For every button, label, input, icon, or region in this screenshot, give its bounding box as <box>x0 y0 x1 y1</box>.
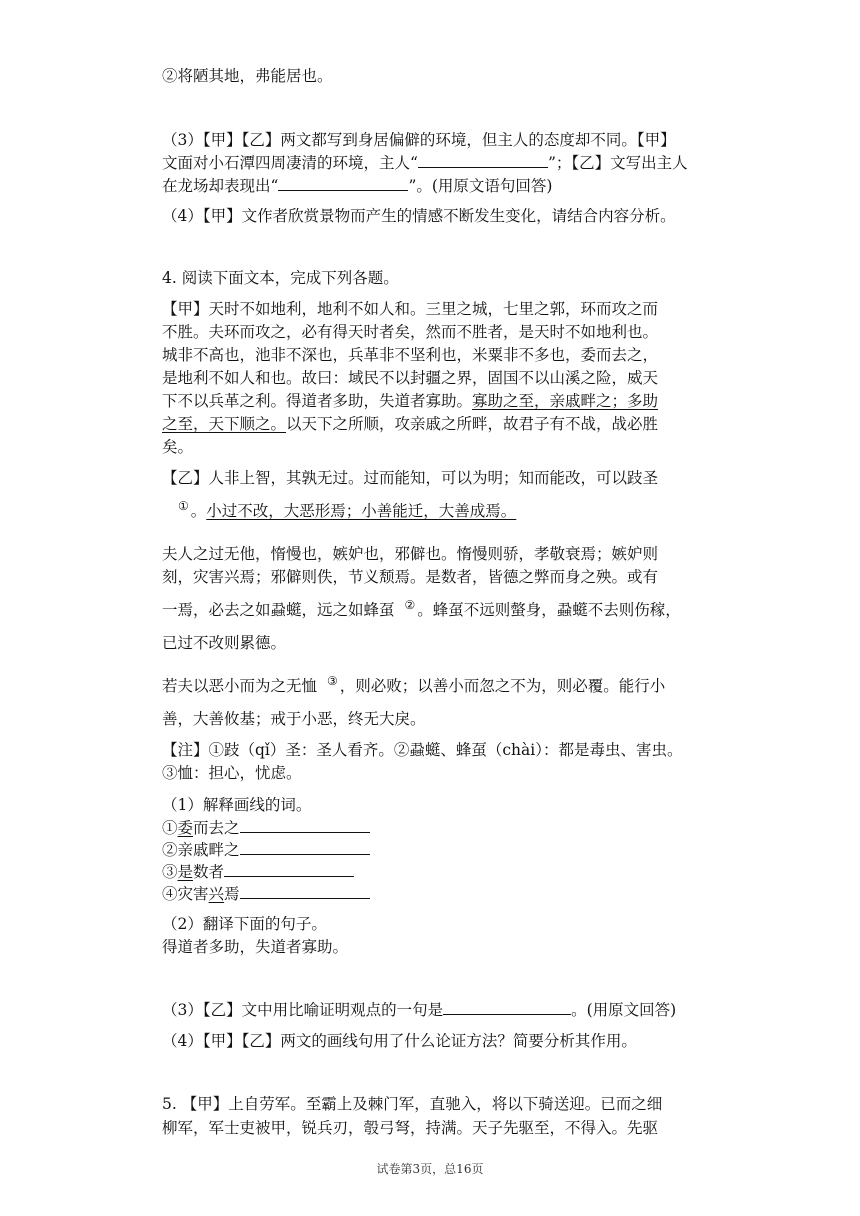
sub2-title: （2）翻译下面的句子。 <box>162 915 327 933</box>
yi-line-8: 善，大善攸基；戒于小恶，终无大戾。 <box>162 710 426 728</box>
item-text-2: 焉 <box>224 885 240 903</box>
yi-line-7 <box>162 676 665 697</box>
yi-line-4: 刻，灾害兴焉；邪僻则佚，节义颓焉。是数者，皆德之弊而身之殃。或有 <box>162 568 659 586</box>
item-text: 而去之 <box>193 819 240 837</box>
jia-line-3: 城非不高也，池非不深也，兵革非不坚利也，米粟非不多也，委而去之， <box>162 346 659 364</box>
item-underlined-word: 是 <box>177 863 194 881</box>
sub1-item-1 <box>162 818 370 838</box>
yi-line-5 <box>162 600 681 621</box>
q5-line-2: 柳军，军士吏被甲，锐兵刃，彀弓弩，持满。天子先驱至，不得入。先驱 <box>162 1119 659 1137</box>
jia-underlined-1: 寡助之至，亲戚畔之；多助 <box>472 392 659 410</box>
answer-blank[interactable] <box>240 818 370 833</box>
sub3-text-a: （3）【乙】文中用比喻证明观点的一句是 <box>162 1001 444 1019</box>
q3-text-b: ”；【乙】文写出主人 <box>547 154 688 172</box>
item-text: 数者 <box>193 863 225 881</box>
part1-q3-line3 <box>162 176 552 196</box>
yi-underlined: 小过不改，大恶形焉；小善能迁，大善成焉。 <box>206 502 517 520</box>
yi-line-5a: 一焉，必去之如蝨䗴，远之如蜂虿 <box>162 601 395 619</box>
sub3 <box>162 1000 676 1020</box>
part1-q3-line2 <box>162 153 688 173</box>
answer-blank-sub3[interactable] <box>443 1000 571 1015</box>
jia-line-5-text: 下不以兵革之利。得道者多助，失道者寡助。 <box>162 392 473 410</box>
yi-line-7b: ，则必败；以善小而忽之不为，则必覆。能行小 <box>339 677 666 695</box>
item-text: 亲戚畔之 <box>177 841 240 859</box>
yi-line-2-pre: 。 <box>190 502 207 520</box>
note-line-1: 【注】①跂（qǐ）圣：圣人看齐。②蝨䗴、蜂虿（chài）：都是毒虫、害虫。 <box>162 741 683 759</box>
jia-line-1: 【甲】天时不如地利，地利不如人和。三里之城，七里之郭，环而攻之而 <box>162 300 659 318</box>
jia-line-6 <box>162 414 658 434</box>
yi-line-1: 【乙】人非上智，其孰无过。过而能知，可以为明；知而能改，可以跂圣 <box>162 469 659 487</box>
q3-text-c: 在龙场却表现出“ <box>162 177 279 195</box>
answer-blank-1[interactable] <box>418 153 548 168</box>
sub1-item-3 <box>162 862 354 882</box>
sub1-title: （1）解释画线的词。 <box>162 796 312 814</box>
yi-line-7a: 若夫以恶小而为之无恤 <box>162 677 318 695</box>
item-num: ① <box>162 819 178 837</box>
footnote-marker-1: ① <box>178 499 189 513</box>
answer-blank[interactable] <box>240 840 370 855</box>
page-footer: 试卷第3页，总16页 <box>376 1162 484 1176</box>
yi-line-2 <box>176 501 516 522</box>
yi-line-5b: 。蜂虿不远则螫身，蝨䗴不去则伤稼， <box>417 601 681 619</box>
q4-intro: 4. 阅读下面文本，完成下列各题。 <box>162 269 399 287</box>
sub1-item-2 <box>162 840 370 860</box>
jia-line-4: 是地利不如人和也。故曰：域民不以封疆之界，固国不以山溪之险，威天 <box>162 369 659 387</box>
note-line-2: ③恤：担心，忧虑。 <box>162 764 302 782</box>
footnote-marker-2: ② <box>404 598 416 612</box>
item-num: ② <box>162 841 178 859</box>
item-text: 灾害 <box>177 885 209 903</box>
q3-text-a: 文面对小石潭四周凄清的环境，主人“ <box>162 154 418 172</box>
jia-line-5 <box>162 391 658 411</box>
jia-line-6-text: 以天下之所顺，攻亲戚之所畔，故君子有不战，战必胜 <box>286 415 659 433</box>
q3-text-d: ”。(用原文语句回答) <box>408 177 553 195</box>
jia-underlined-2: 之至，天下顺之。 <box>162 415 287 433</box>
yi-line-6: 已过不改则累德。 <box>162 634 287 652</box>
sub2-sentence: 得道者多助，失道者寡助。 <box>162 938 349 956</box>
footnote-marker-3: ③ <box>327 674 338 688</box>
part1-item2: ②将陋其地，弗能居也。 <box>162 67 333 85</box>
item-num: ③ <box>162 863 178 881</box>
item-underlined-word: 兴 <box>208 885 225 903</box>
sub3-text-b: 。(用原文回答) <box>571 1001 677 1019</box>
jia-line-7: 矣。 <box>162 438 194 456</box>
item-underlined-word: 委 <box>177 819 194 837</box>
sub1-item-4 <box>162 884 370 904</box>
part1-q4: （4）【甲】文作者欣赏景物而产生的情感不断发生变化，请结合内容分析。 <box>162 207 676 225</box>
part1-q3-line1: （3）【甲】【乙】两文都写到身居偏僻的环境，但主人的态度却不同。【甲】 <box>162 131 676 149</box>
yi-line-3: 夫人之过无他，惰慢也，嫉妒也，邪僻也。惰慢则骄，孝敬衰焉；嫉妒则 <box>162 545 659 563</box>
sub4: （4）【甲】【乙】两文的画线句用了什么论证方法？简要分析其作用。 <box>162 1032 637 1050</box>
answer-blank-2[interactable] <box>278 176 408 191</box>
item-num: ④ <box>162 885 178 903</box>
jia-line-2: 不胜。夫环而攻之，必有得天时者矣，然而不胜者，是天时不如地利也。 <box>162 323 659 341</box>
answer-blank[interactable] <box>240 884 370 899</box>
q5-line-1: 5. 【甲】上自劳军。至霸上及棘门军，直驰入，将以下骑送迎。已而之细 <box>162 1095 663 1113</box>
answer-blank[interactable] <box>224 862 354 877</box>
